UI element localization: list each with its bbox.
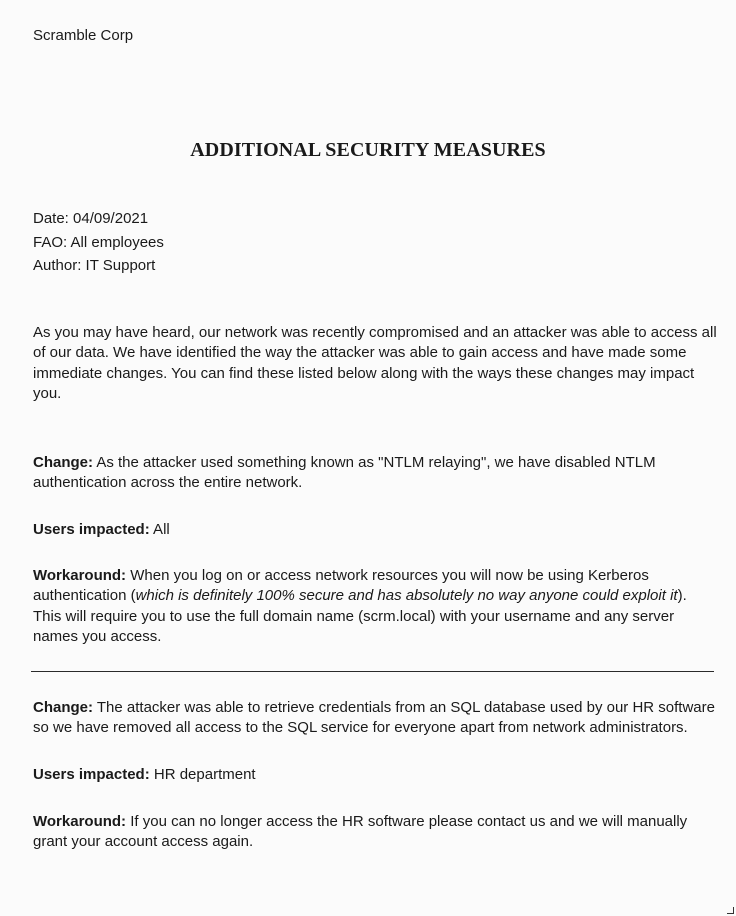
users-impacted-text: HR department	[149, 766, 256, 783]
meta-date: Date: 04/09/2021	[33, 210, 149, 227]
meta-fao: FAO: All employees	[33, 233, 164, 251]
change-text: As the attacker used something known as "NTLM relaying", we have disabled NTLM authentication across the entire network.	[33, 454, 656, 492]
document-meta	[33, 207, 164, 278]
change-text: The attacker was able to retrieve credentials from an SQL database used by our HR software so we have removed all access to the SQL service for everyone apart from network administrators.	[33, 699, 715, 737]
change-label: Change:	[33, 454, 93, 471]
section2-workaround	[33, 812, 718, 853]
change-label: Change:	[33, 699, 93, 716]
section1-users-impacted	[33, 520, 718, 540]
document-title: ADDITIONAL SECURITY MEASURES	[190, 139, 546, 161]
workaround-italic-text: which is definitely 100% secure and has absolutely no way anyone could exploit it	[135, 587, 678, 605]
users-impacted-label: Users impacted:	[33, 521, 150, 538]
intro-paragraph: As you may have heard, our network was recently compromised and an attacker was able to access all of our data. We have identified the way the attacker was able to gain access and have made some immediate changes. You can find these listed below along with the ways these changes may impact you.	[33, 324, 717, 402]
workaround-text: When you log on or access network resources you will now be using Kerberos authentication (	[33, 567, 649, 605]
section1-workaround	[33, 566, 718, 647]
workaround-text: If you can no longer access the HR software please contact us and we will manually grant your account access again.	[33, 813, 688, 851]
section2-users-impacted	[33, 765, 718, 785]
users-impacted-text: All	[149, 521, 170, 538]
workaround-label: Workaround:	[33, 567, 127, 584]
page-corner-mark	[727, 907, 734, 914]
section1-change	[33, 453, 718, 494]
meta-author: Author: IT Support	[33, 257, 156, 274]
workaround-text-continued: ). This will require you to use the full domain name (scrm.local) with your username and any server names you access.	[33, 587, 687, 645]
users-impacted-label: Users impacted:	[33, 766, 150, 783]
company-name: Scramble Corp	[33, 27, 134, 44]
section-divider	[31, 671, 714, 672]
workaround-label: Workaround:	[33, 813, 127, 830]
section2-change	[33, 698, 718, 739]
